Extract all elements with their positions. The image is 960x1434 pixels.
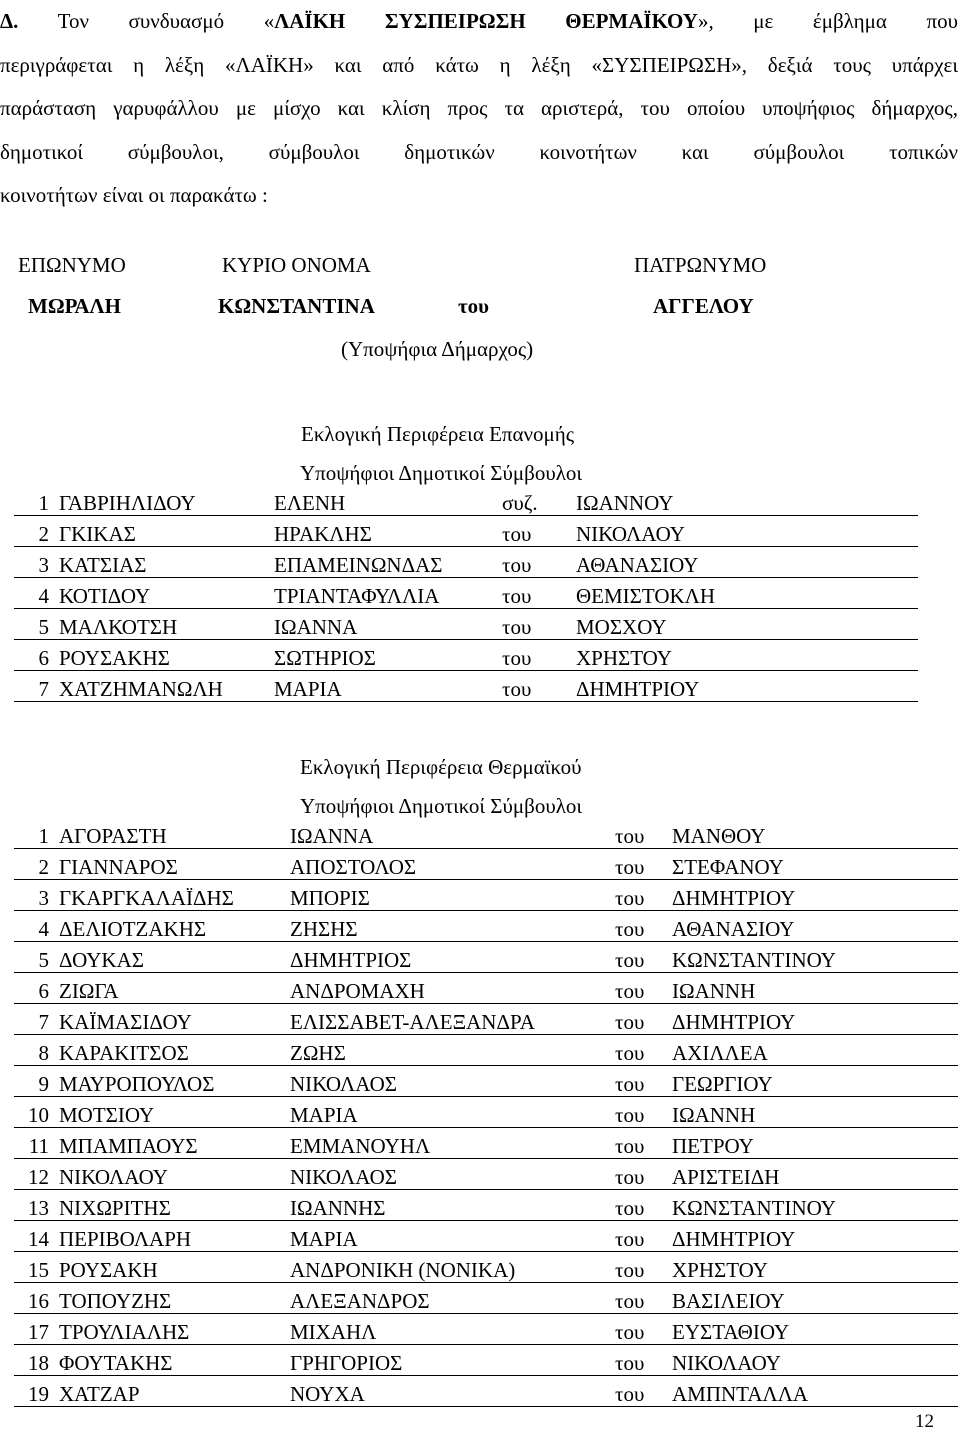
- surname-cell: ΚΑΡΑΚΙΤΣΟΣ: [59, 1041, 189, 1065]
- patronymic-cell: ΙΩΑΝΝΟΥ: [576, 491, 674, 515]
- relation-cell: του: [615, 1320, 645, 1344]
- surname-cell: ΧΑΤΖΑΡ: [59, 1382, 140, 1406]
- surname-cell: ΚΑΤΣΙΑΣ: [59, 553, 147, 577]
- patronymic-cell: ΠΕΤΡΟΥ: [672, 1134, 754, 1158]
- relation-cell: του: [615, 1010, 645, 1034]
- first-name-cell: ΜΠΟΡΙΣ: [290, 886, 370, 910]
- patronymic-cell: ΔΗΜΗΤΡΙΟΥ: [672, 886, 796, 910]
- patronymic-cell: ΧΡΗΣΤΟΥ: [576, 646, 672, 670]
- relation-cell: του: [615, 1165, 645, 1189]
- row-number: 1: [38, 824, 49, 848]
- first-name-cell: ΜΑΡΙΑ: [274, 677, 342, 701]
- table-row: [14, 973, 958, 1004]
- relation-cell: του: [615, 948, 645, 972]
- intro-line-3: παράσταση γαρυφάλλου με μίσχο και κλίση προς τα αριστερά, του οποίου υποψήφιος δήμαρχος,: [0, 96, 958, 120]
- table-row: [14, 1128, 958, 1159]
- patronymic-cell: ΚΩΝΣΤΑΝΤΙΝΟΥ: [672, 1196, 836, 1220]
- surname-cell: ΠΕΡΙΒΟΛΑΡΗ: [59, 1227, 192, 1251]
- surname-cell: ΚΑΪΜΑΣΙΔΟΥ: [59, 1010, 192, 1034]
- relation-cell: του: [615, 979, 645, 1003]
- first-name-cell: ΑΠΟΣΤΟΛΟΣ: [290, 855, 417, 879]
- row-number: 8: [38, 1041, 49, 1065]
- row-number: 6: [38, 979, 49, 1003]
- table-row: [14, 547, 918, 578]
- relation-cell: του: [615, 917, 645, 941]
- table-row: [14, 911, 958, 942]
- surname-cell: ΜΠΑΜΠΑΟΥΣ: [59, 1134, 198, 1158]
- patronymic-cell: ΜΑΝΘΟΥ: [672, 824, 766, 848]
- row-number: 4: [38, 584, 49, 608]
- relation-cell: του: [502, 615, 532, 639]
- table-row: [14, 609, 918, 640]
- mayor-patronymic: ΑΓΓΕΛΟΥ: [653, 294, 754, 318]
- first-name-cell: ΝΙΚΟΛΑΟΣ: [290, 1072, 397, 1096]
- first-name-cell: ΜΙΧΑΗΛ: [290, 1320, 377, 1344]
- mayor-first-name: ΚΩΝΣΤΑΝΤΙΝΑ: [218, 294, 375, 318]
- table-row: [14, 849, 958, 880]
- patronymic-cell: ΣΤΕΦΑΝΟΥ: [672, 855, 784, 879]
- page-number: 12: [915, 1411, 934, 1432]
- patronymic-cell: ΑΡΙΣΤΕΙΔΗ: [672, 1165, 780, 1189]
- first-name-cell: ΙΩΑΝΝΑ: [274, 615, 358, 639]
- row-number: 17: [28, 1320, 49, 1344]
- patronymic-cell: ΑΘΑΝΑΣΙΟΥ: [672, 917, 795, 941]
- surname-cell: ΤΡΟΥΛΙΑΛΗΣ: [59, 1320, 190, 1344]
- row-number: 13: [28, 1196, 49, 1220]
- first-name-cell: ΝΙΚΟΛΑΟΣ: [290, 1165, 397, 1189]
- row-number: 15: [28, 1258, 49, 1282]
- patronymic-cell: ΔΗΜΗΤΡΙΟΥ: [672, 1010, 796, 1034]
- patronymic-cell: ΒΑΣΙΛΕΙΟΥ: [672, 1289, 785, 1313]
- first-name-cell: ΙΩΑΝΝΑ: [290, 824, 374, 848]
- surname-cell: ΦΟΥΤΑΚΗΣ: [59, 1351, 173, 1375]
- first-name-cell: ΑΛΕΞΑΝΔΡΟΣ: [290, 1289, 430, 1313]
- row-number: 4: [38, 917, 49, 941]
- table-row: [14, 1066, 958, 1097]
- relation-cell: του: [615, 1382, 645, 1406]
- table-row: [14, 1376, 958, 1407]
- patronymic-cell: ΙΩΑΝΝΗ: [672, 979, 756, 1003]
- mayor-surname: ΜΩΡΑΛΗ: [28, 294, 121, 318]
- intro-text: Τον συνδυασμό «: [18, 9, 275, 33]
- first-name-cell: ΣΩΤΗΡΙΟΣ: [274, 646, 376, 670]
- first-name-cell: ΜΑΡΙΑ: [290, 1227, 358, 1251]
- row-number: 9: [38, 1072, 49, 1096]
- surname-cell: ΜΑΥΡΟΠΟΥΛΟΣ: [59, 1072, 215, 1096]
- surname-cell: ΜΟΤΣΙΟΥ: [59, 1103, 155, 1127]
- table-row: [14, 1190, 958, 1221]
- column-header-first-name: ΚΥΡΙΟ ΟΝΟΜΑ: [222, 253, 371, 277]
- surname-cell: ΜΑΛΚΟΤΣΗ: [59, 615, 178, 639]
- relation-cell: του: [615, 1072, 645, 1096]
- relation-cell: του: [615, 1103, 645, 1127]
- patronymic-cell: ΝΙΚΟΛΑΟΥ: [576, 522, 685, 546]
- first-name-cell: ΖΩΗΣ: [290, 1041, 346, 1065]
- row-number: 1: [38, 491, 49, 515]
- relation-cell: του: [502, 584, 532, 608]
- first-name-cell: ΑΝΔΡΟΝΙΚΗ (ΝΟΝΙΚΑ): [290, 1258, 516, 1282]
- first-name-cell: ΕΠΑΜΕΙΝΩΝΔΑΣ: [274, 553, 443, 577]
- intro-line-1: [0, 0, 958, 44]
- row-number: 14: [28, 1227, 49, 1251]
- surname-cell: ΚΟΤΙΔΟΥ: [59, 584, 151, 608]
- patronymic-cell: ΑΧΙΛΛΕΑ: [672, 1041, 768, 1065]
- region2-subtitle: Υποψήφιοι Δημοτικοί Σύμβουλοι: [300, 794, 583, 818]
- row-number: 12: [28, 1165, 49, 1189]
- table-row: [14, 942, 958, 973]
- table-row: [14, 1004, 958, 1035]
- row-number: 3: [38, 886, 49, 910]
- relation-cell: του: [502, 677, 532, 701]
- row-number: 19: [28, 1382, 49, 1406]
- table-row: [14, 880, 958, 911]
- region1-title: Εκλογική Περιφέρεια Επανομής: [301, 422, 575, 446]
- patronymic-cell: ΑΘΑΝΑΣΙΟΥ: [576, 553, 699, 577]
- surname-cell: ΧΑΤΖΗΜΑΝΩΛΗ: [59, 677, 223, 701]
- surname-cell: ΑΓΟΡΑΣΤΗ: [59, 824, 167, 848]
- intro-line-4: δημοτικοί σύμβουλοι, σύμβουλοι δημοτικών κοινοτήτων και σύμβουλοι τοπικών: [0, 139, 958, 164]
- section-letter: Δ.: [0, 9, 19, 33]
- table-row: [14, 1314, 958, 1345]
- surname-cell: ΝΙΚΟΛΑΟΥ: [59, 1165, 168, 1189]
- intro-line-5: κοινοτήτων είναι οι παρακάτω :: [0, 183, 268, 207]
- surname-cell: ΓΚΑΡΓΚΑΛΑΪΔΗΣ: [59, 886, 234, 910]
- patronymic-cell: ΔΗΜΗΤΡΙΟΥ: [672, 1227, 796, 1251]
- surname-cell: ΖΙΩΓΑ: [59, 979, 119, 1003]
- relation-cell: του: [615, 855, 645, 879]
- row-number: 16: [28, 1289, 49, 1313]
- first-name-cell: ΙΩΑΝΝΗΣ: [290, 1196, 386, 1220]
- relation-cell: του: [502, 522, 532, 546]
- first-name-cell: ΖΗΣΗΣ: [290, 917, 358, 941]
- table-row: [14, 1159, 958, 1190]
- row-number: 10: [28, 1103, 49, 1127]
- row-number: 2: [38, 855, 49, 879]
- row-number: 11: [28, 1134, 49, 1158]
- table-row: [14, 818, 958, 849]
- relation-cell: του: [615, 1289, 645, 1313]
- surname-cell: ΤΟΠΟΥΖΗΣ: [59, 1289, 172, 1313]
- row-number: 7: [38, 1010, 49, 1034]
- region2-candidates-table: [14, 818, 958, 1407]
- patronymic-cell: ΕΥΣΤΑΘΙΟΥ: [672, 1320, 790, 1344]
- patronymic-cell: ΔΗΜΗΤΡΙΟΥ: [576, 677, 700, 701]
- row-number: 2: [38, 522, 49, 546]
- patronymic-cell: ΘΕΜΙΣΤΟΚΛΗ: [576, 584, 716, 608]
- patronymic-cell: ΧΡΗΣΤΟΥ: [672, 1258, 768, 1282]
- table-row: [14, 640, 918, 671]
- first-name-cell: ΑΝΔΡΟΜΑΧΗ: [290, 979, 425, 1003]
- party-name: ΛΑΪΚΗ ΣΥΣΠΕΙΡΩΣΗ ΘΕΡΜΑΪΚΟΥ: [274, 9, 698, 33]
- table-row: [14, 1035, 958, 1066]
- relation-cell: του: [615, 1227, 645, 1251]
- mayor-role: (Υποψήφια Δήμαρχος): [341, 337, 534, 361]
- surname-cell: ΓΑΒΡΙΗΛΙΔΟΥ: [59, 491, 196, 515]
- surname-cell: ΝΙΧΩΡΙΤΗΣ: [59, 1196, 171, 1220]
- table-row: [14, 1283, 958, 1314]
- relation-cell: του: [615, 824, 645, 848]
- table-row: [14, 516, 918, 547]
- table-row: [14, 1221, 958, 1252]
- table-row: [14, 1097, 958, 1128]
- first-name-cell: ΔΗΜΗΤΡΙΟΣ: [290, 948, 412, 972]
- column-header-surname: ΕΠΩΝΥΜΟ: [18, 253, 126, 277]
- surname-cell: ΓΙΑΝΝΑΡΟΣ: [59, 855, 178, 879]
- patronymic-cell: ΜΟΣΧΟΥ: [576, 615, 667, 639]
- surname-cell: ΔΟΥΚΑΣ: [59, 948, 144, 972]
- region2-title: Εκλογική Περιφέρεια Θερμαϊκού: [300, 755, 582, 779]
- mayor-relation: του: [458, 294, 490, 318]
- row-number: 5: [38, 615, 49, 639]
- relation-cell: του: [615, 1258, 645, 1282]
- first-name-cell: ΕΜΜΑΝΟΥΗΛ: [290, 1134, 431, 1158]
- intro-paragraph: [0, 0, 958, 218]
- table-row: [14, 1252, 958, 1283]
- region1-candidates-table: [14, 485, 918, 702]
- surname-cell: ΡΟΥΣΑΚΗΣ: [59, 646, 170, 670]
- row-number: 5: [38, 948, 49, 972]
- table-row: [14, 485, 918, 516]
- column-header-patronymic: ΠΑΤΡΩΝΥΜΟ: [634, 253, 767, 277]
- first-name-cell: ΕΛΕΝΗ: [274, 491, 346, 515]
- surname-cell: ΡΟΥΣΑΚΗ: [59, 1258, 158, 1282]
- intro-text: », με έμβλημα που: [697, 9, 958, 33]
- relation-cell: του: [615, 886, 645, 910]
- relation-cell: του: [502, 646, 532, 670]
- relation-cell: του: [615, 1041, 645, 1065]
- relation-cell: του: [615, 1351, 645, 1375]
- table-row: [14, 578, 918, 609]
- row-number: 6: [38, 646, 49, 670]
- relation-cell: συζ.: [502, 491, 538, 515]
- row-number: 18: [28, 1351, 49, 1375]
- surname-cell: ΓΚΙΚΑΣ: [59, 522, 136, 546]
- first-name-cell: ΤΡΙΑΝΤΑΦΥΛΛΙΑ: [274, 584, 440, 608]
- first-name-cell: ΕΛΙΣΣΑΒΕΤ-ΑΛΕΞΑΝΔΡΑ: [290, 1010, 535, 1034]
- table-row: [14, 671, 918, 702]
- patronymic-cell: ΑΜΠΝΤΑΛΛΑ: [672, 1382, 809, 1406]
- first-name-cell: ΗΡΑΚΛΗΣ: [274, 522, 372, 546]
- first-name-cell: ΝΟΥΧΑ: [290, 1382, 365, 1406]
- relation-cell: του: [615, 1134, 645, 1158]
- row-number: 3: [38, 553, 49, 577]
- row-number: 7: [38, 677, 49, 701]
- surname-cell: ΔΕΛΙΟΤΖΑΚΗΣ: [59, 917, 207, 941]
- patronymic-cell: ΙΩΑΝΝΗ: [672, 1103, 756, 1127]
- relation-cell: του: [615, 1196, 645, 1220]
- patronymic-cell: ΝΙΚΟΛΑΟΥ: [672, 1351, 781, 1375]
- table-row: [14, 1345, 958, 1376]
- relation-cell: του: [502, 553, 532, 577]
- region1-subtitle: Υποψήφιοι Δημοτικοί Σύμβουλοι: [300, 461, 583, 485]
- intro-line-2: περιγράφεται η λέξη «ΛΑΪΚΗ» και από κάτω η λέξη «ΣΥΣΠΕΙΡΩΣΗ», δεξιά τους υπάρχει: [0, 52, 958, 77]
- first-name-cell: ΜΑΡΙΑ: [290, 1103, 358, 1127]
- patronymic-cell: ΚΩΝΣΤΑΝΤΙΝΟΥ: [672, 948, 836, 972]
- patronymic-cell: ΓΕΩΡΓΙΟΥ: [672, 1072, 773, 1096]
- first-name-cell: ΓΡΗΓΟΡΙΟΣ: [290, 1351, 403, 1375]
